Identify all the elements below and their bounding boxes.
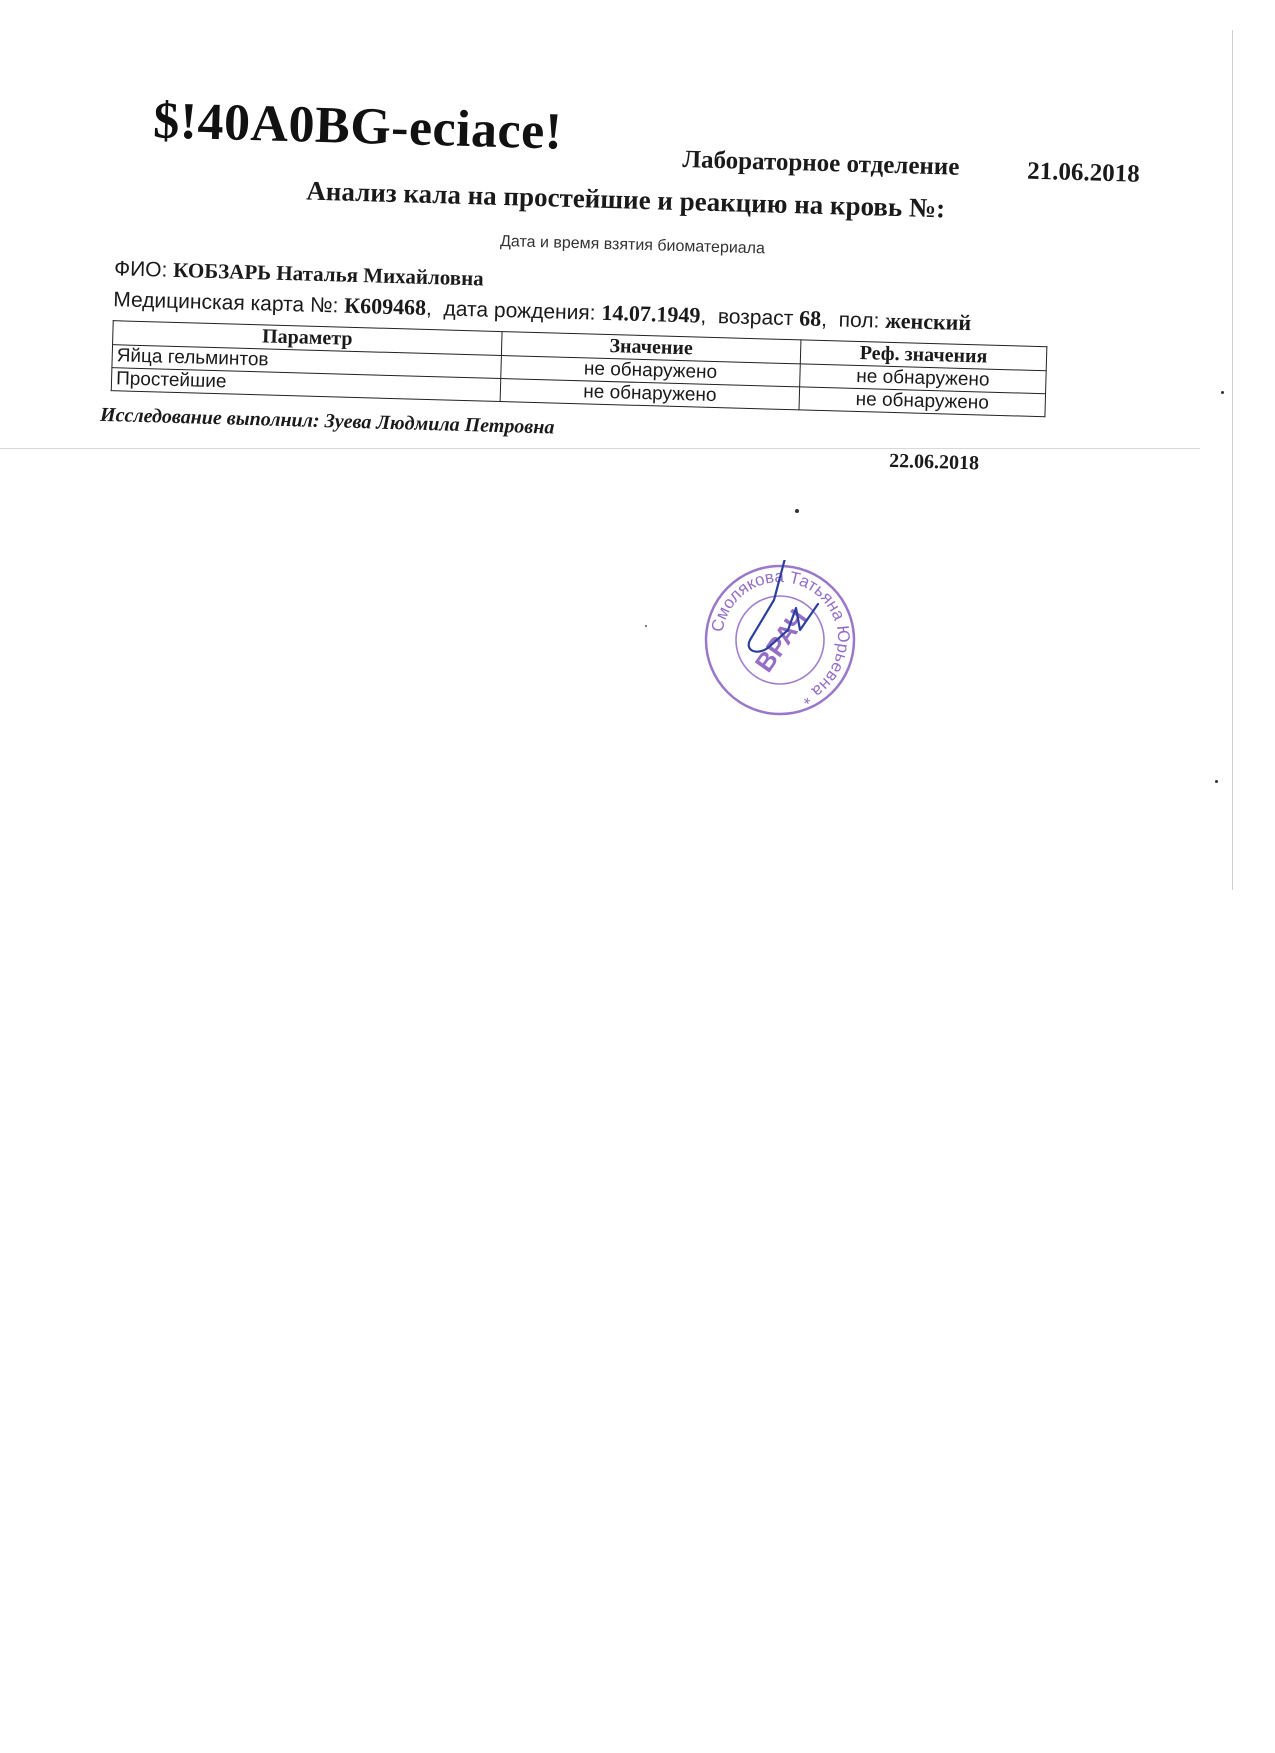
ref-cell: не обнаружено — [800, 364, 1047, 394]
birth-value: 14.07.1949 — [601, 299, 701, 328]
signature-date: 22.06.2018 — [888, 449, 980, 475]
fio-value: КОБЗАРЬ Наталья Михайловна — [172, 257, 485, 291]
header-value: Значение — [501, 332, 801, 364]
ref-cell: не обнаружено — [799, 387, 1046, 417]
age-value: 68 — [798, 305, 822, 331]
fio-label: ФИО: — [113, 257, 168, 282]
department-date: 21.06.2018 — [1026, 157, 1141, 188]
param-cell: Яйца гельминтов — [112, 345, 501, 379]
header-param: Параметр — [113, 321, 503, 356]
birth-label: дата рождения: — [443, 297, 596, 325]
performer-line: Исследование выполнил: Зуева Людмила Петровна — [99, 403, 555, 439]
speck — [795, 509, 799, 513]
sex-value: женский — [884, 307, 972, 336]
department-name: Лабораторное отделение — [682, 146, 960, 181]
performer-label: Исследование выполнил — [99, 403, 314, 432]
card-label: Медицинская карта №: — [112, 288, 339, 318]
stamp-ring-text: Смолякова Татьяна Юрьевна * — [707, 566, 854, 709]
speck — [645, 625, 647, 627]
paper-edge — [1232, 30, 1233, 890]
patient-fio — [114, 256, 484, 291]
sex-label: пол: — [838, 308, 880, 333]
performer-name: Зуева Людмила Петровна — [324, 410, 555, 439]
barcode-text: $!40A0BG-eciace! — [152, 92, 564, 161]
doctor-stamp-icon — [700, 560, 860, 720]
header-ref: Реф. значения — [800, 340, 1047, 371]
age-label: возраст — [717, 305, 794, 331]
value-cell: не обнаружено — [500, 379, 800, 410]
results-table — [111, 320, 1048, 417]
report-title: Анализ кала на простейшие и реакцию на кровь №: — [306, 175, 946, 224]
lab-report — [95, 60, 1169, 609]
sample-datetime-label: Дата и время взятия биоматериала — [499, 232, 766, 258]
speck — [1215, 780, 1218, 783]
value-cell: не обнаружено — [501, 356, 801, 387]
stamp-center-text: ВРАЧ — [748, 603, 813, 678]
patient-card-info: Медицинская карта №: К609468, дата рождения: 14.07.1949, возраст 68, пол: женский — [112, 288, 972, 336]
card-value: К609468 — [343, 292, 427, 320]
param-cell: Простейшие — [111, 368, 500, 402]
speck — [1221, 391, 1224, 394]
